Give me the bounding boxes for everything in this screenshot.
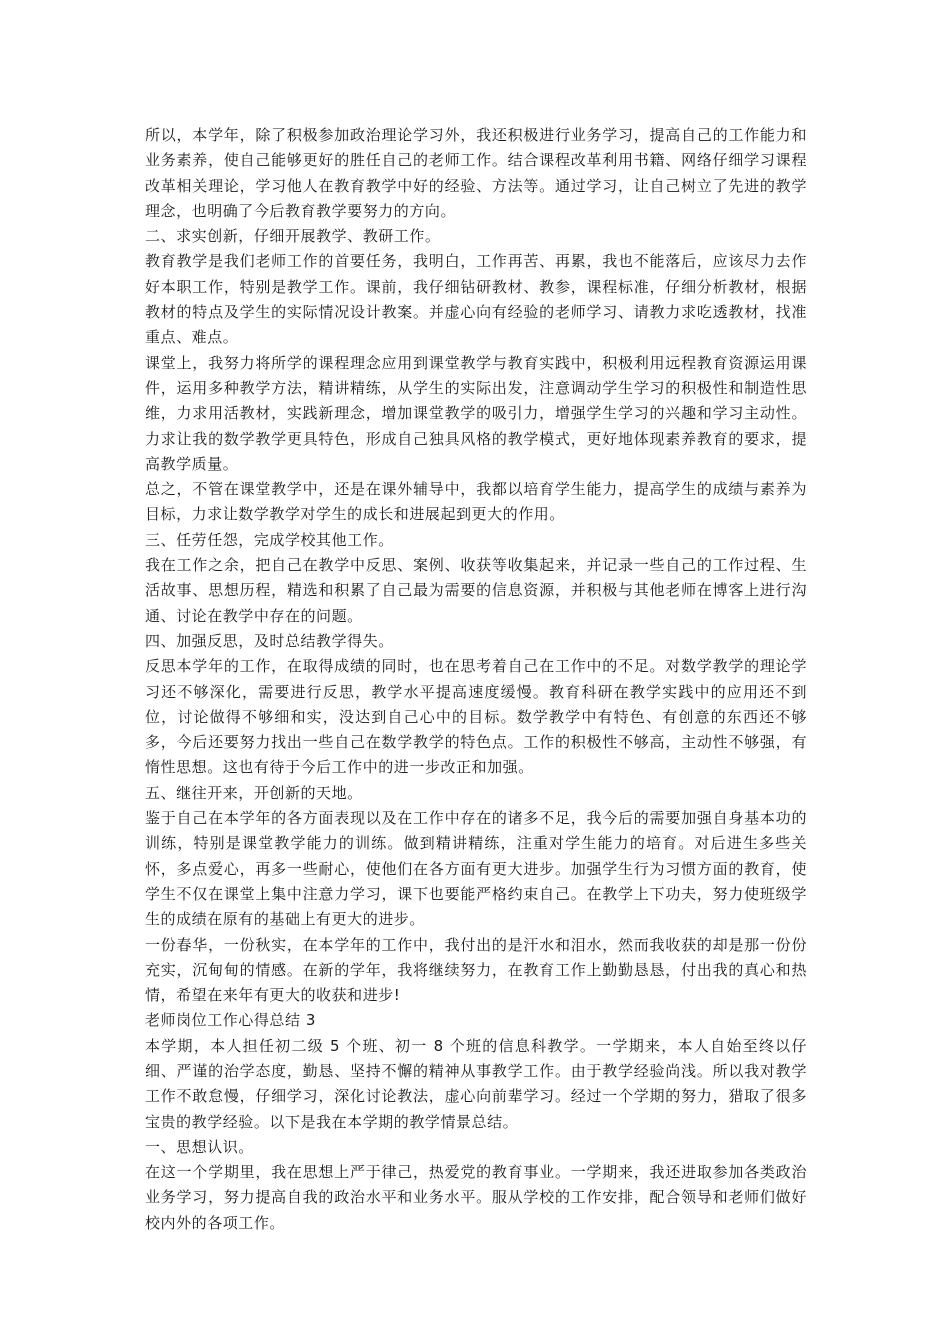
paragraph: 课堂上，我努力将所学的课程理念应用到课堂教学与教育实践中，积极利用远程教育资源运用课件，运用多种教学方法，精讲精练，从学生的实际出发，注意调动学生学习的积极性和制造性思维，力求用活教材，实践新理念，增加课堂教学的吸引力，增强学生学习的兴趣和学习主动性。力求让我的数学教学更具特色，形成自己独具风格的教学模式，更好地体现素养教育的要求，提高教学质量。	[145, 353, 807, 473]
paragraph: 一份春华，一份秋实，在本学年的工作中，我付出的是汗水和泪水，然而我收获的却是那一份份充实，沉甸甸的情感。在新的学年，我将继续努力，在教育工作上勤勤恳恳，付出我的真心和热情，希望在来年有更大的收获和进步!	[145, 935, 807, 1005]
paragraph: 反思本学年的工作，在取得成绩的同时，也在思考着自己在工作中的不足。对数学教学的理论学习还不够深化，需要进行反思，教学水平提高速度缓慢。教育科研在教学实践中的应用还不到位，讨论做得不够细和实，没达到自己心中的目标。数学教学中有特色、有创意的东西还不够多，今后还要努力找出一些自己在数学教学的特色点。工作的积极性不够高，主动性不够强，有惰性思想。这也有待于今后工作中的进一步改正和加强。	[145, 657, 807, 777]
document-page	[145, 123, 807, 1236]
section-heading: 三、任劳任怨，完成学校其他工作。	[145, 530, 394, 549]
section-heading: 五、继往开来，开创新的天地。	[145, 783, 363, 802]
paragraph: 在这一个学期里，我在思想上严于律己，热爱党的教育事业。一学期来，我还进取参加各类政治业务学习，努力提高自我的政治水平和业务水平。服从学校的工作安排，配合领导和老师们做好校内外的各项工作。	[145, 1163, 807, 1232]
paragraph: 所以，本学年，除了积极参加政治理论学习外，我还积极进行业务学习，提高自己的工作能力和业务素养，使自己能够更好的胜任自己的老师工作。结合课程改革利用书籍、网络仔细学习课程改革相关理论，学习他人在教育教学中好的经验、方法等。通过学习，让自己树立了先进的教学理念，也明确了今后教育教学要努力的方向。	[145, 126, 807, 220]
paragraph: 鉴于自己在本学年的各方面表现以及在工作中存在的诸多不足，我今后的需要加强自身基本功的训练，特别是课堂教学能力的训练。做到精讲精练，注重对学生能力的培育。对后进生多些关怀，多点爱心，再多一些耐心，使他们在各方面有更大进步。加强学生行为习惯方面的教育，使学生不仅在课堂上集中注意力学习，课下也要能严格约束自己。在教学上下功夫，努力使班级学生的成绩在原有的基础上有更大的进步。	[145, 809, 807, 929]
section-heading: 四、加强反思，及时总结教学得失。	[145, 631, 394, 650]
document-title: 老师岗位工作心得总结 3	[145, 1011, 316, 1030]
paragraph: 教育教学是我们老师工作的首要任务，我明白，工作再苦、再累，我也不能落后，应该尽力去作好本职工作，特别是教学工作。课前，我仔细钻研教材、教参，课程标准，仔细分析教材，根据教材的特点及学生的实际情况设计教案。并虚心向有经验的老师学习、请教力求吃透教材，找准重点、难点。	[145, 252, 807, 347]
section-heading: 一、思想认识。	[145, 1137, 254, 1156]
paragraph: 本学期，本人担任初二级 5 个班、初一 8 个班的信息科教学。一学期来，本人自始至终以仔细、严谨的治学态度，勤恳、坚持不懈的精神从事教学工作。由于教学经验尚浅。所以我对教学工作不敢怠慢，仔细学习，深化讨论教法，虚心向前辈学习。经过一个学期的努力，猎取了很多宝贵的教学经验。以下是我在本学期的教学情景总结。	[145, 1036, 807, 1131]
paragraph: 我在工作之余，把自己在教学中反思、案例、收获等收集起来，并记录一些自己的工作过程、生活故事、思想历程，精选和积累了自己最为需要的信息资源，并积极与其他老师在博客上进行沟通、讨论在教学中存在的问题。	[145, 556, 807, 625]
section-heading: 二、求实创新，仔细开展教学、教研工作。	[145, 227, 441, 246]
paragraph: 总之，不管在课堂教学中，还是在课外辅导中，我都以培育学生能力，提高学生的成绩与素养为目标，力求让数学教学对学生的成长和进展起到更大的作用。	[145, 480, 807, 524]
